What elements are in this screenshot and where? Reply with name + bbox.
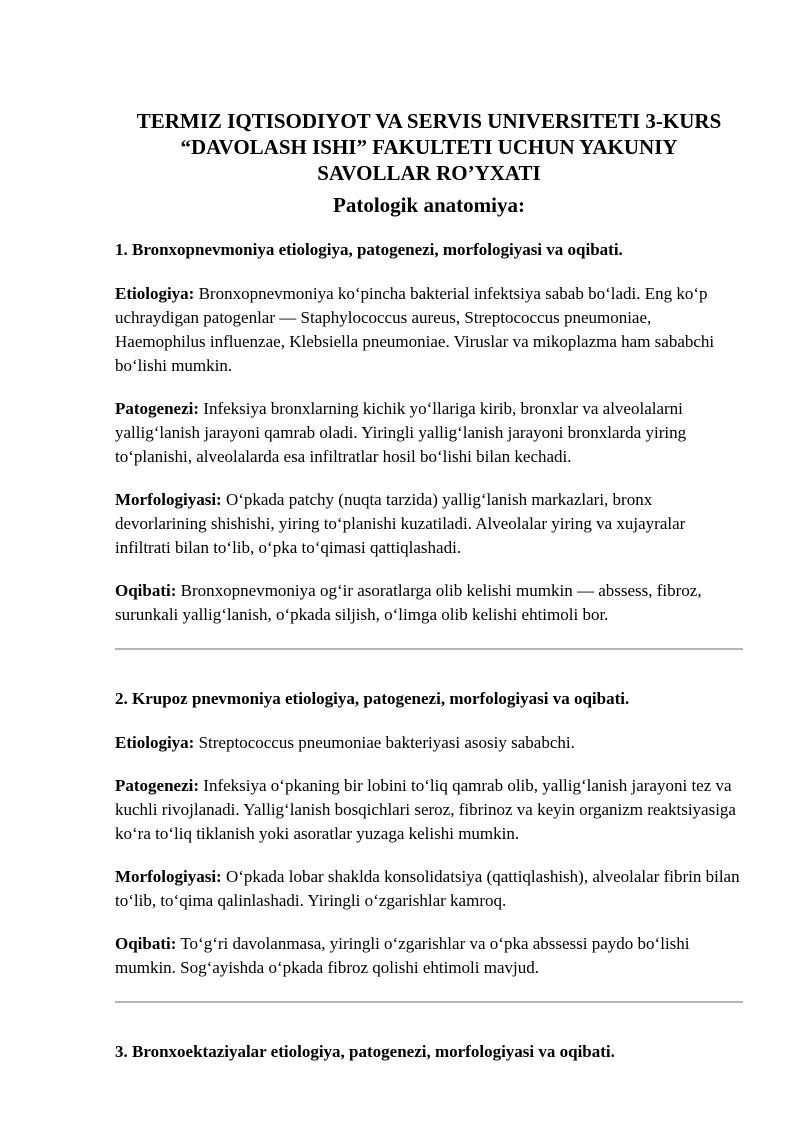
document-page (115, 108, 743, 1064)
paragraph-text: Streptococcus pneumoniae bakteriyasi asosiy sababchi. (194, 733, 575, 752)
question-heading: 3. Bronxoektaziyalar etiologiya, patogenezi, morfologiyasi va oqibati. (115, 1042, 615, 1061)
etiologiya-paragraph (115, 282, 743, 378)
subject-heading: Patologik anatomiya: (333, 193, 525, 217)
paragraph-label: Oqibati: (115, 581, 177, 600)
paragraph-text: O‘pkada patchy (nuqta tarzida) yallig‘lanish markazlari, bronx devorlarining shishishi, yiring to‘planishi kuzatiladi. Alveolalar yiring va xujayralar infiltrati bilan to‘lib, o‘pka to‘qimasi qattiqlashadi. (115, 490, 686, 557)
document-title: TERMIZ IQTISODIYOT VA SERVIS UNIVERSITETI 3-KURS “DAVOLASH ISHI” FAKULTETI UCHUN YAKUNIY SAVOLLAR RO’YXATI (136, 109, 722, 185)
patogenezi-paragraph (115, 774, 743, 846)
paragraph-text: Infeksiya o‘pkaning bir lobini to‘liq qamrab olib, yallig‘lanish jarayoni tez va kuchli rivojlanadi. Yallig‘lanish bosqichlari seroz, fibrinoz va keyin organizm reaktsiyasiga ko‘ra to‘liq tiklanish yoki asoratlar yuzaga kelishi mumkin. (115, 776, 736, 843)
paragraph-text: Bronxopnevmoniya og‘ir asoratlarga olib kelishi mumkin — abssess, fibroz, surunkali yallig‘lanish, o‘pkada siljish, o‘limga olib kelishi ehtimoli bor. (115, 581, 702, 624)
paragraph-text: Infeksiya bronxlarning kichik yo‘llariga kirib, bronxlar va alveolalarni yallig‘lanish jarayoni qamrab oladi. Yiringli yallig‘lanish jarayoni bronxlarda yiring to‘planishi, alveolalarda esa infiltratlar hosil bo‘lishi bilan kechadi. (115, 399, 687, 466)
section-divider (115, 1001, 743, 1003)
morfologiyasi-paragraph (115, 865, 743, 913)
paragraph-label: Etiologiya: (115, 733, 195, 752)
oqibati-paragraph (115, 932, 743, 980)
paragraph-text: To‘g‘ri davolanmasa, yiringli o‘zgarishlar va o‘pka abssessi paydo bo‘lishi mumkin. Sog‘ayishda o‘pkada fibroz qolishi ehtimoli mavjud. (115, 934, 690, 977)
question-heading: 2. Krupoz pnevmoniya etiologiya, patogenezi, morfologiyasi va oqibati. (115, 689, 630, 708)
paragraph-text: O‘pkada lobar shaklda konsolidatsiya (qattiqlashish), alveolalar fibrin bilan to‘lib, to‘qima qalinlashadi. Yiringli o‘zgarishlar kamroq. (115, 867, 740, 910)
paragraph-label: Patogenezi: (115, 399, 200, 418)
question-section-1 (115, 238, 743, 650)
paragraph-label: Patogenezi: (115, 776, 200, 795)
question-heading: 1. Bronxopnevmoniya etiologiya, patogenezi, morfologiyasi va oqibati. (115, 240, 623, 259)
question-section-2 (115, 687, 743, 1003)
etiologiya-paragraph (115, 731, 743, 755)
morfologiyasi-paragraph (115, 488, 743, 560)
question-section-3 (115, 1040, 743, 1064)
paragraph-label: Morfologiyasi: (115, 490, 222, 509)
paragraph-text: Bronxopnevmoniya ko‘pincha bakterial infektsiya sabab bo‘ladi. Eng ko‘p uchraydigan patogenlar — Staphylococcus aureus, Streptococcus pneumoniae, Haemophilus influenzae, Klebsiella pneumoniae. Viruslar va mikoplazma ham sababchi bo‘lishi mumkin. (115, 284, 715, 375)
oqibati-paragraph (115, 579, 743, 627)
section-divider (115, 648, 743, 650)
paragraph-label: Morfologiyasi: (115, 867, 222, 886)
paragraph-label: Oqibati: (115, 934, 177, 953)
patogenezi-paragraph (115, 397, 743, 469)
paragraph-label: Etiologiya: (115, 284, 195, 303)
